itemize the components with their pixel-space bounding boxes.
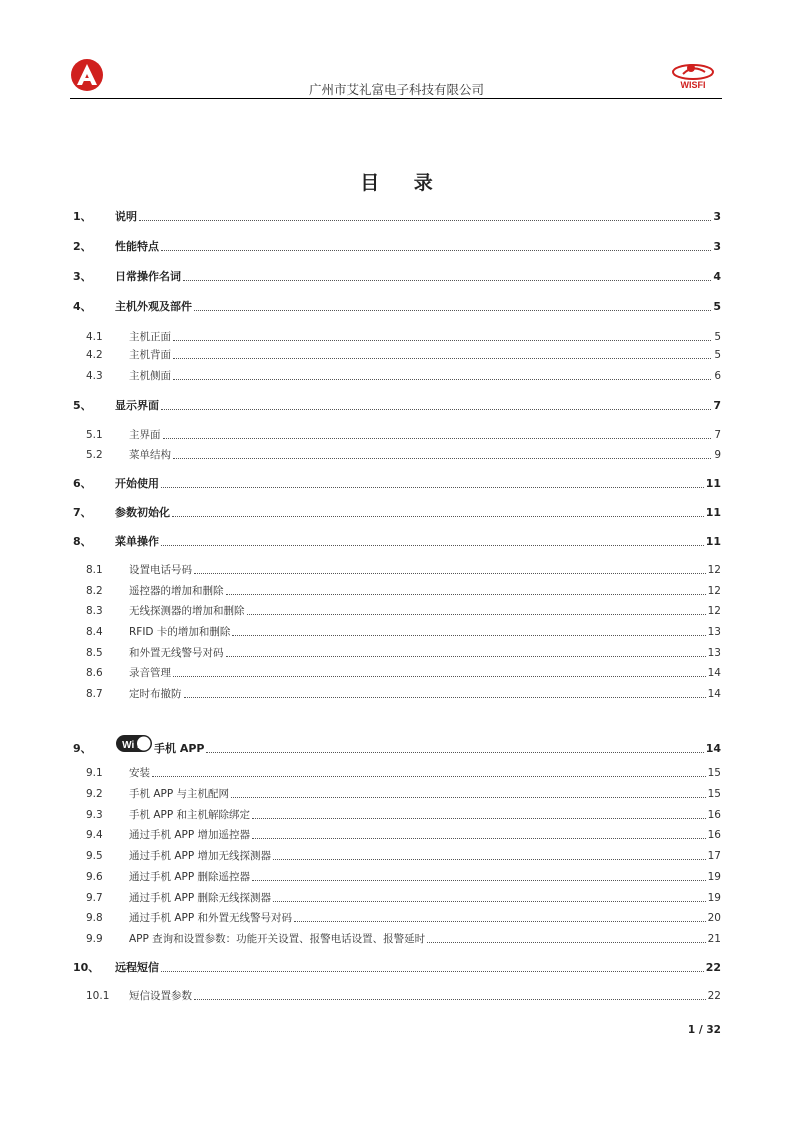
wifi-icon <box>115 730 153 756</box>
toc-entry-label: 开始使用 <box>115 477 159 490</box>
toc-entry-title <box>129 563 192 577</box>
toc-entry-number: 8.6 <box>86 667 103 679</box>
toc-dot-leader <box>247 613 706 615</box>
toc-entry-number: 9.2 <box>86 788 103 800</box>
toc-entry-label: 主机正面 <box>129 331 171 343</box>
toc-entry-title <box>129 687 182 701</box>
toc-entry-label: 主机背面 <box>129 349 171 361</box>
toc-dot-leader <box>161 486 704 488</box>
toc-entry-page: 22 <box>705 961 721 974</box>
toc-dot-leader <box>252 837 706 839</box>
toc-entry[interactable] <box>86 582 721 598</box>
toc-entry[interactable] <box>73 298 721 314</box>
toc-entry-title <box>115 300 192 314</box>
toc-entry-label: 通过手机 APP 删除遥控器 <box>129 871 251 883</box>
toc-entry[interactable] <box>86 346 721 362</box>
toc-dot-leader <box>252 879 706 881</box>
toc-entry-number: 3、 <box>73 270 92 283</box>
toc-entry-number: 9.7 <box>86 892 103 904</box>
toc-entry-label: 手机 APP 与主机配网 <box>129 788 230 800</box>
toc-entry-label: 定时布撤防 <box>129 688 182 700</box>
toc-dot-leader <box>184 696 706 698</box>
company-logo-right <box>665 60 721 90</box>
toc-entry-page: 13 <box>707 647 721 659</box>
toc-entry-page: 21 <box>707 933 721 945</box>
toc-entry-number: 6、 <box>73 477 92 490</box>
toc-entry-page: 5 <box>714 349 721 361</box>
toc-entry-title <box>129 625 230 639</box>
toc-dot-leader <box>427 941 705 943</box>
toc-entry-number: 10.1 <box>86 990 110 1002</box>
toc-dot-leader <box>163 437 712 439</box>
toc-entry[interactable] <box>86 785 721 801</box>
toc-entry-page: 19 <box>707 871 721 883</box>
toc-entry-label: 说明 <box>115 210 137 223</box>
toc-entry-page: 3 <box>713 210 721 223</box>
toc-entry[interactable] <box>86 685 721 701</box>
toc-entry-number: 9.3 <box>86 809 103 821</box>
toc-dot-leader <box>206 751 703 753</box>
toc-entry[interactable] <box>73 728 721 756</box>
toc-entry[interactable] <box>73 959 721 975</box>
toc-entry[interactable] <box>86 909 721 925</box>
toc-dot-leader <box>273 858 706 860</box>
toc-entry-number: 4.2 <box>86 349 103 361</box>
toc-entry-title <box>129 369 171 383</box>
toc-entry-title <box>129 911 292 925</box>
toc-entry-label: 安装 <box>129 767 150 779</box>
toc-entry-label: 手机 APP <box>154 742 205 755</box>
toc-entry-label: 通过手机 APP 增加遥控器 <box>129 829 251 841</box>
toc-entry[interactable] <box>73 504 721 520</box>
toc-entry-page: 11 <box>705 477 721 490</box>
toc-entry-title <box>115 506 170 520</box>
toc-entry-page: 15 <box>707 767 721 779</box>
toc-entry-page: 12 <box>707 585 721 597</box>
toc-entry[interactable] <box>73 533 721 549</box>
toc-entry[interactable] <box>73 208 721 224</box>
toc-entry-number: 9.4 <box>86 829 103 841</box>
toc-entry-number: 5.1 <box>86 429 103 441</box>
toc-entry-title <box>129 932 425 946</box>
toc-dot-leader <box>194 309 711 311</box>
toc-entry-title <box>129 584 224 598</box>
toc-entry-page: 13 <box>707 626 721 638</box>
toc-dot-leader <box>183 279 711 281</box>
toc-entry-page: 4 <box>713 270 721 283</box>
toc-entry[interactable] <box>86 367 721 383</box>
toc-entry[interactable] <box>86 930 721 946</box>
toc-entry-page: 15 <box>707 788 721 800</box>
toc-dot-leader <box>139 219 711 221</box>
toc-entry[interactable] <box>73 397 721 413</box>
toc-dot-leader <box>232 634 705 636</box>
toc-entry-label: 通过手机 APP 增加无线探测器 <box>129 850 272 862</box>
logo-right-text: WISFI <box>680 80 706 90</box>
toc-entry-number: 8.3 <box>86 605 103 617</box>
toc-entry-page: 6 <box>714 370 721 382</box>
toc-entry-title <box>129 348 171 362</box>
toc-entry-number: 9.6 <box>86 871 103 883</box>
toc-dot-leader <box>161 544 704 546</box>
toc-entry-label: 无线探测器的增加和删除 <box>129 605 245 617</box>
toc-title: 目 录 <box>360 172 447 194</box>
toc-entry-label: 通过手机 APP 删除无线探测器 <box>129 892 272 904</box>
toc-dot-leader <box>194 572 706 574</box>
toc-dot-leader <box>161 970 704 972</box>
toc-entry[interactable] <box>86 868 721 884</box>
toc-entry-label: 录音管理 <box>129 667 171 679</box>
toc-dot-leader <box>173 357 711 359</box>
toc-entry-label: 主机外观及部件 <box>115 300 192 313</box>
toc-entry-page: 14 <box>705 742 721 755</box>
toc-entry[interactable] <box>86 664 721 680</box>
toc-entry-page: 17 <box>707 850 721 862</box>
toc-entry-title <box>129 808 250 822</box>
toc-dot-leader <box>231 796 706 798</box>
toc-entry-label: 日常操作名词 <box>115 270 181 283</box>
toc-entry-label: 性能特点 <box>115 240 159 253</box>
toc-entry-title <box>115 399 159 413</box>
toc-entry-number: 8.2 <box>86 585 103 597</box>
toc-entry-number: 4、 <box>73 300 92 313</box>
toc-entry-title <box>129 787 229 801</box>
toc-entry-title <box>129 604 245 618</box>
toc-dot-leader <box>173 378 711 380</box>
toc-entry-page: 5 <box>713 300 721 313</box>
toc-entry-title <box>129 870 250 884</box>
toc-entry-title <box>129 330 171 344</box>
toc-entry-title <box>129 891 271 905</box>
toc-entry-label: 参数初始化 <box>115 506 170 519</box>
toc-dot-leader <box>173 457 711 459</box>
toc-entry-number: 8.5 <box>86 647 103 659</box>
toc-entry-label: 和外置无线警号对码 <box>129 647 224 659</box>
toc-dot-leader <box>252 817 706 819</box>
toc-entry-page: 16 <box>707 829 721 841</box>
toc-entry-page: 3 <box>713 240 721 253</box>
toc-entry-title <box>129 428 161 442</box>
toc-entry-title <box>115 240 159 254</box>
toc-entry[interactable] <box>86 561 721 577</box>
toc-entry-number: 4.1 <box>86 331 103 343</box>
wifi-icon-label: Wi Fi <box>122 740 146 751</box>
toc-entry[interactable] <box>86 847 721 863</box>
toc-entry-page: 12 <box>707 605 721 617</box>
toc-entry-label: 通过手机 APP 和外置无线警号对码 <box>129 912 293 924</box>
logo-left-letter: A <box>87 91 88 92</box>
toc-entry[interactable] <box>86 602 721 618</box>
toc-entry-title <box>129 849 271 863</box>
toc-dot-leader <box>173 675 706 677</box>
toc-entry-page: 11 <box>705 535 721 548</box>
toc-entry[interactable] <box>73 475 721 491</box>
toc-entry-number: 5.2 <box>86 449 103 461</box>
toc-entry-label: 菜单操作 <box>115 535 159 548</box>
toc-entry-page: 16 <box>707 809 721 821</box>
toc-entry-title <box>129 828 250 842</box>
toc-dot-leader <box>194 998 706 1000</box>
toc-entry-page: 14 <box>707 667 721 679</box>
toc-entry-label: 远程短信 <box>115 961 159 974</box>
toc-entry-number: 4.3 <box>86 370 103 382</box>
toc-entry-page: 12 <box>707 564 721 576</box>
toc-entry-number: 9、 <box>73 742 92 755</box>
toc-entry-page: 20 <box>707 912 721 924</box>
toc-entry-page: 9 <box>714 449 721 461</box>
toc-entry-label: RFID 卡的增加和删除 <box>129 626 231 638</box>
toc-dot-leader <box>161 249 711 251</box>
toc-entry-number: 7、 <box>73 506 92 519</box>
toc-entry-number: 10、 <box>73 961 100 974</box>
toc-entry-label: 遥控器的增加和删除 <box>129 585 224 597</box>
toc-entry-title <box>129 666 171 680</box>
toc-entry-title <box>115 210 137 224</box>
toc-entry[interactable] <box>86 764 721 780</box>
toc-entry-title <box>115 477 159 491</box>
page-number: 1 / 32 <box>687 1024 721 1036</box>
toc-entry-title <box>129 989 192 1003</box>
toc-entry-page: 19 <box>707 892 721 904</box>
toc-entry-label: APP 查询和设置参数：功能开关设置、报警电话设置、报警延时 <box>129 933 426 945</box>
toc-dot-leader <box>161 408 711 410</box>
toc-entry-label: 手机 APP 和主机解除绑定 <box>129 809 251 821</box>
toc-entry-page: 5 <box>714 331 721 343</box>
toc-entry-label: 菜单结构 <box>129 449 171 461</box>
toc-entry[interactable] <box>86 446 721 462</box>
toc-entry-title <box>115 535 159 549</box>
toc-entry-number: 9.9 <box>86 933 103 945</box>
toc-entry-label: 显示界面 <box>115 399 159 412</box>
page-header <box>0 0 793 100</box>
toc-entry-number: 8.7 <box>86 688 103 700</box>
toc-entry-number: 1、 <box>73 210 92 223</box>
company-name: 广州市艾礼富电子科技有限公司 <box>308 82 484 97</box>
toc-dot-leader <box>152 775 706 777</box>
toc-entry[interactable] <box>86 987 721 1003</box>
toc-entry[interactable] <box>86 328 721 344</box>
toc-entry-number: 9.5 <box>86 850 103 862</box>
toc-entry-title <box>115 961 159 975</box>
toc-dot-leader <box>294 920 706 922</box>
toc-entry-page: 7 <box>714 429 721 441</box>
toc-dot-leader <box>273 900 706 902</box>
toc-dot-leader <box>226 593 706 595</box>
toc-entry-page: 11 <box>705 506 721 519</box>
toc-entry-page: 14 <box>707 688 721 700</box>
toc-dot-leader <box>173 339 711 341</box>
toc-entry-number: 9.8 <box>86 912 103 924</box>
toc-entry-title <box>129 448 171 462</box>
toc-entry-title <box>129 766 150 780</box>
toc-entry-label: 设置电话号码 <box>129 564 192 576</box>
toc-entry-label: 短信设置参数 <box>129 990 192 1002</box>
toc-entry[interactable] <box>73 268 721 284</box>
toc-entry[interactable] <box>86 426 721 442</box>
toc-entry-title <box>129 646 224 660</box>
toc-dot-leader <box>226 655 706 657</box>
toc-entry-number: 9.1 <box>86 767 103 779</box>
toc-dot-leader <box>172 515 704 517</box>
toc-entry-page: 22 <box>707 990 721 1002</box>
toc-entry-number: 8.1 <box>86 564 103 576</box>
toc-entry-number: 5、 <box>73 399 92 412</box>
toc-entry[interactable] <box>73 238 721 254</box>
toc-entry[interactable] <box>86 889 721 905</box>
toc-entry-number: 8.4 <box>86 626 103 638</box>
toc-entry[interactable] <box>86 826 721 842</box>
toc-entry[interactable] <box>86 623 721 639</box>
toc-entry-title <box>115 270 181 284</box>
toc-entry[interactable] <box>86 806 721 822</box>
header-divider <box>70 98 722 99</box>
toc-entry-number: 2、 <box>73 240 92 253</box>
toc-entry-number: 8、 <box>73 535 92 548</box>
toc-entry-title <box>115 730 204 756</box>
toc-entry-label: 主机侧面 <box>129 370 171 382</box>
toc-entry[interactable] <box>86 644 721 660</box>
toc-entry-page: 7 <box>713 399 721 412</box>
toc-entry-label: 主界面 <box>129 429 161 441</box>
